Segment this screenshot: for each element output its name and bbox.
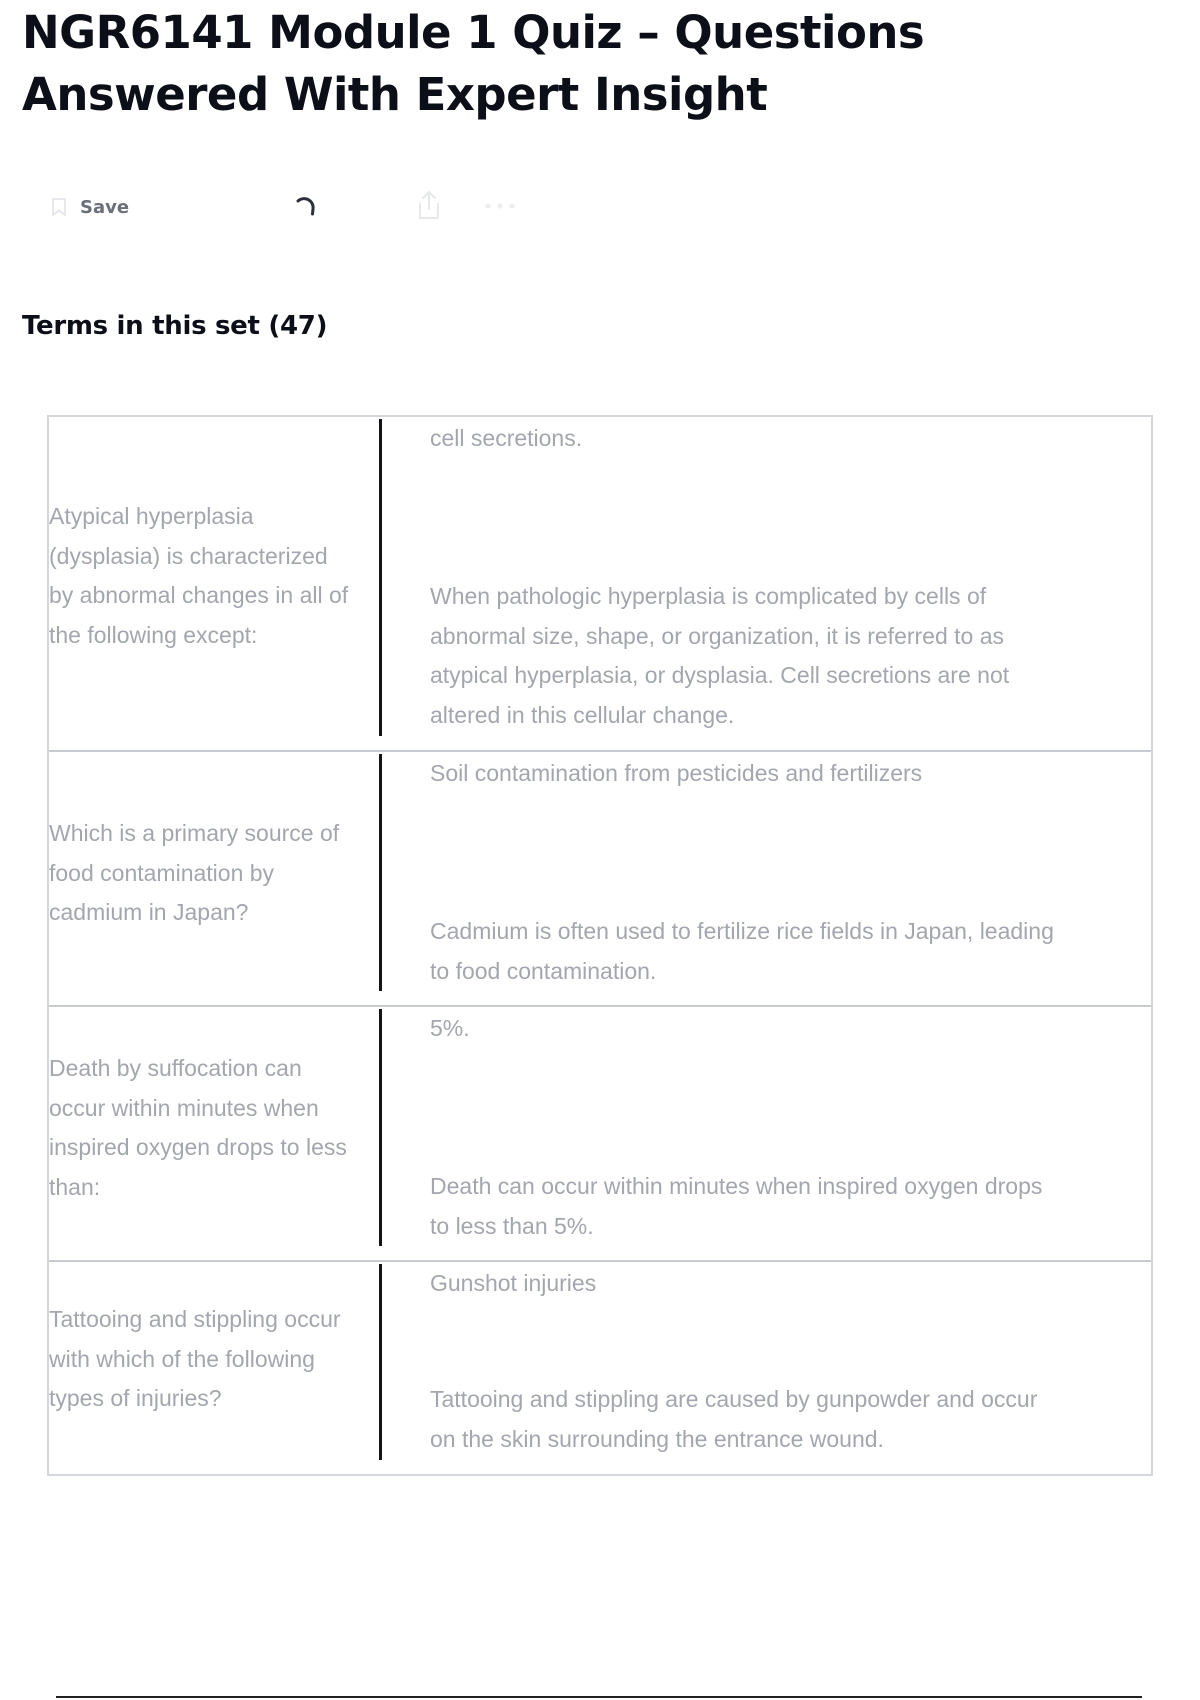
more-icon (483, 198, 517, 216)
term-row[interactable] (49, 417, 1151, 750)
spinner-icon (292, 190, 322, 224)
toolbar (50, 190, 500, 224)
bookmark-icon (50, 197, 68, 217)
answer-explanation: Cadmium is often used to fertilize rice fields in Japan, leading to food contamination. (430, 918, 1054, 984)
term-divider (379, 1264, 382, 1460)
footer-divider (56, 1696, 1142, 1698)
save-label: Save (80, 196, 130, 218)
answer-cell (430, 417, 1061, 750)
answer-text: cell secretions. (430, 425, 583, 451)
answer-cell (430, 752, 1061, 1005)
term-text: Tattooing and stippling occur with which of the following types of injuries? (49, 1306, 341, 1411)
answer-text: Soil contamination from pesticides and fertilizers (430, 760, 923, 786)
page-title: NGR6141 Module 1 Quiz – Questions Answered With Expert Insight (22, 6, 925, 121)
term-divider (379, 1009, 382, 1246)
term-text: Atypical hyperplasia (dysplasia) is characterized by abnormal changes in all of the following except: (49, 503, 349, 648)
save-button[interactable] (50, 190, 145, 224)
term-text: Which is a primary source of food contamination by cadmium in Japan? (49, 820, 340, 925)
answer-explanation: Tattooing and stippling are caused by gunpowder and occur on the skin surrounding the entrance wound. (430, 1386, 1038, 1452)
term-row[interactable] (49, 1260, 1151, 1474)
answer-text: 5%. (430, 1015, 470, 1041)
more-button[interactable] (483, 190, 517, 224)
term-divider (379, 419, 382, 736)
term-row[interactable] (49, 1005, 1151, 1260)
share-icon (415, 189, 443, 226)
answer-cell (430, 1262, 1061, 1474)
answer-text: Gunshot injuries (430, 1270, 597, 1296)
answer-cell (430, 1007, 1061, 1260)
term-row[interactable] (49, 750, 1151, 1005)
term-text: Death by suffocation can occur within minutes when inspired oxygen drops to less than: (49, 1055, 347, 1200)
answer-explanation: Death can occur within minutes when inspired oxygen drops to less than 5%. (430, 1173, 1043, 1239)
terms-count-heading: Terms in this set (47) (22, 311, 328, 341)
terms-table (47, 415, 1153, 1476)
term-divider (379, 754, 382, 991)
answer-explanation: When pathologic hyperplasia is complicated by cells of abnormal size, shape, or organization, it is referred to as atypical hyperplasia, or dysplasia. Cell secretions are not altered in this cellular change. (430, 583, 1010, 728)
share-button[interactable] (415, 190, 445, 224)
